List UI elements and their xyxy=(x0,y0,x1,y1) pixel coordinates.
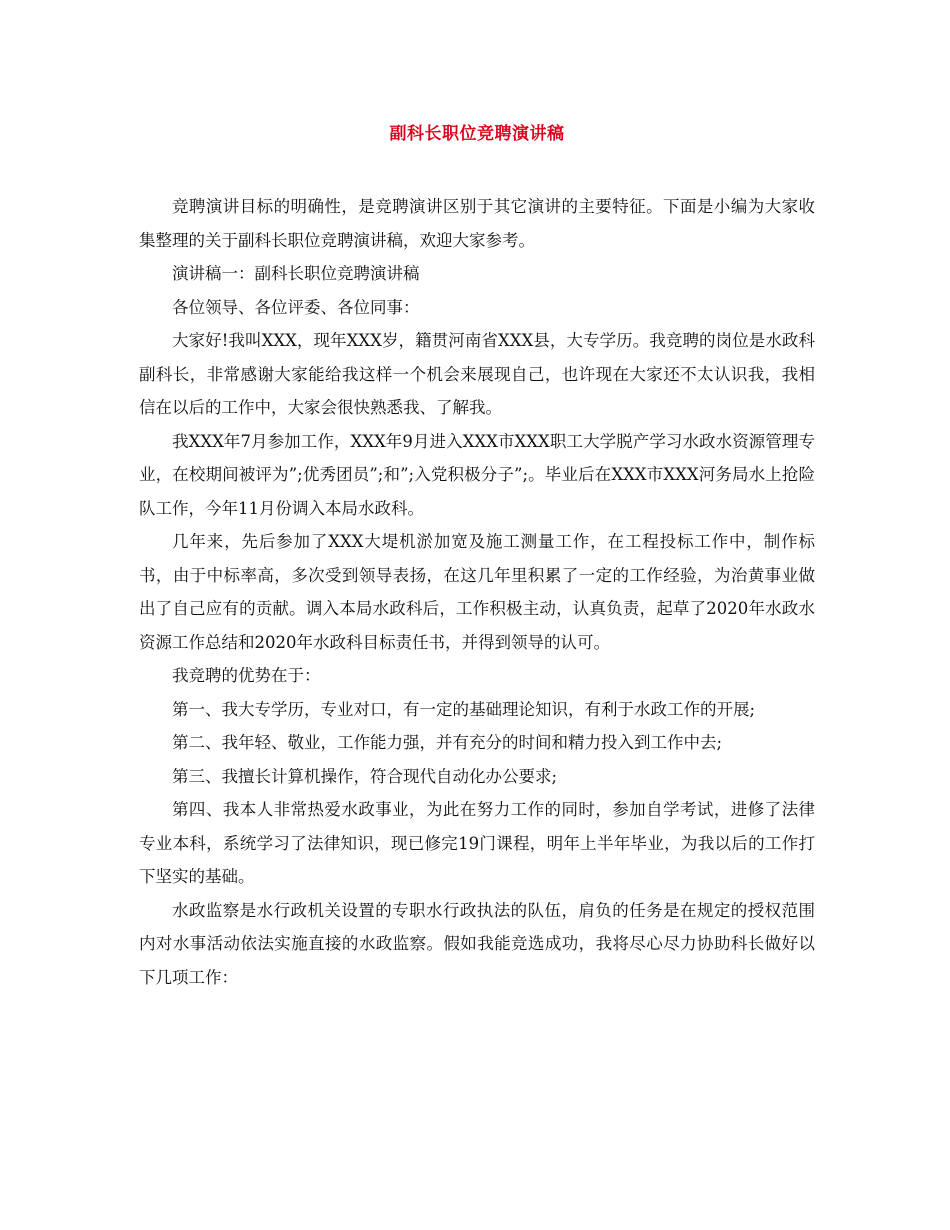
paragraph-advantages-heading: 我竞聘的优势在于： xyxy=(172,666,321,685)
paragraph-experience: 几年来，先后参加了XXX大堤机淤加宽及施工测量工作，在工程投标工作中，制作标书，由于中标率高，多次受到领导表扬，在这几年里积累了一定的工作经验，为治黄事业做出了自己应有的贡献。调入本局水政科后，工作积极主动，认真负责，起草了2020年水政水资源工作总结和2020年水政科目标责任书，并得到领导的认可。 xyxy=(139,532,815,652)
paragraph-advantage-4: 第四、我本人非常热爱水政事业，为此在努力工作的同时，参加自学考试，进修了法律专业本科，系统学习了法律知识，现已修完19门课程，明年上半年毕业，为我以后的工作打下坚实的基础。 xyxy=(139,800,815,886)
paragraph-water-supervision: 水政监察是水行政机关设置的专职水行政执法的队伍，肩负的任务是在规定的授权范围内对水事活动依法实施直接的水政监察。假如我能竞选成功，我将尽心尽力协助科长做好以下几项工作： xyxy=(139,900,815,987)
paragraph-salutation: 各位领导、各位评委、各位同事： xyxy=(172,297,420,317)
paragraph-advantage-3: 第三、我擅长计算机操作，符合现代自动化办公要求; xyxy=(172,766,558,786)
paragraph-advantage-2: 第二、我年轻、敬业，工作能力强，并有充分的时间和精力投入到工作中去; xyxy=(172,733,723,752)
paragraph-self-introduction: 大家好!我叫XXX，现年XXX岁，籍贯河南省XXX县，大专学历。我竞聘的岗位是水政科副科长，非常感谢大家能给我这样一个机会来展现自己，也许现在大家还不太认识我，我相信在以后的工作中，大家会很快熟悉我、了解我。 xyxy=(139,331,815,417)
document-title: 副科长职位竞聘演讲稿 xyxy=(389,124,565,144)
paragraph-speech-heading: 演讲稿一：副科长职位竞聘演讲稿 xyxy=(172,264,420,283)
document-body xyxy=(139,190,815,994)
paragraph-work-history: 我XXX年7月参加工作，XXX年9月进入XXX市XXX职工大学脱产学习水政水资源管理专业，在校期间被评为”;优秀团员”;和”;入党积极分子”;。毕业后在XXX市XXX河务局水上抢险队工作，今年11月份调入本局水政科。 xyxy=(139,431,815,518)
paragraph-intro: 竞聘演讲目标的明确性，是竞聘演讲区别于其它演讲的主要特征。下面是小编为大家收集整理的关于副科长职位竞聘演讲稿，欢迎大家参考。 xyxy=(139,197,815,250)
paragraph-advantage-1: 第一、我大专学历，专业对口，有一定的基础理论知识，有利于水政工作的开展; xyxy=(172,699,756,719)
